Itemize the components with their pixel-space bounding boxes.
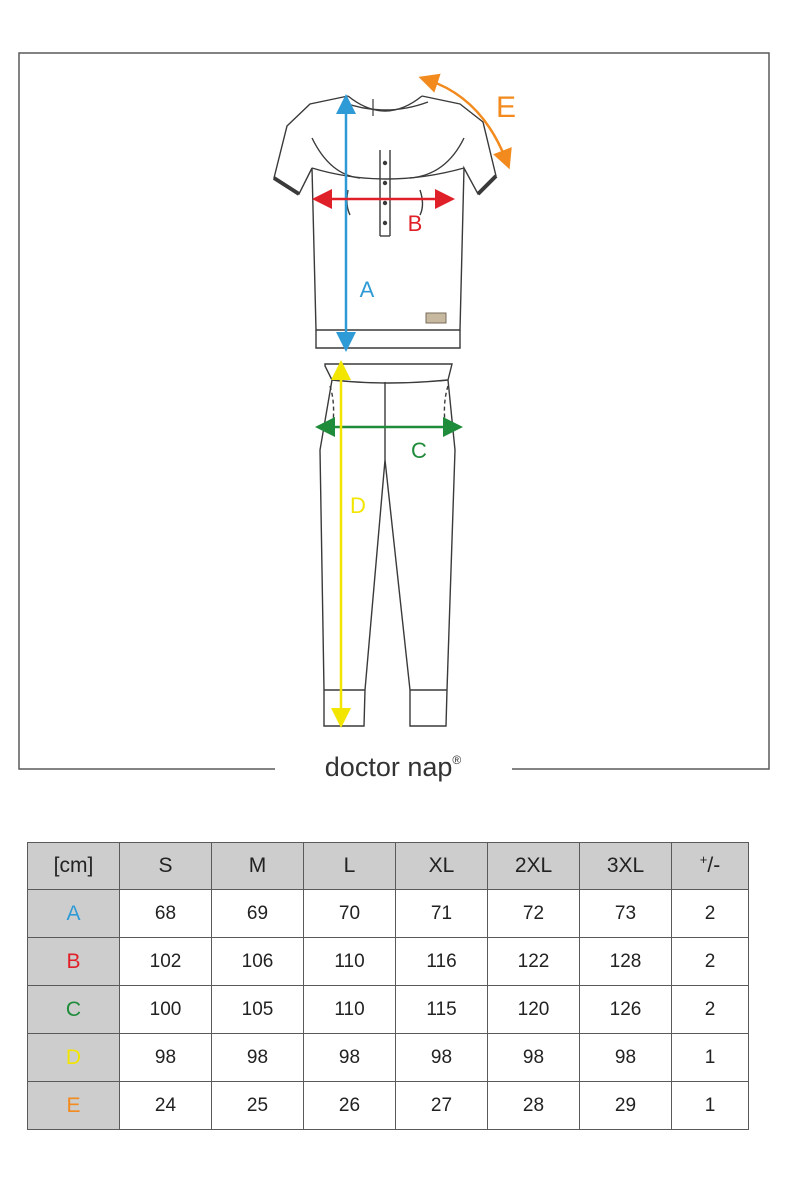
size-table-row: [28, 1034, 749, 1082]
tolerance-header: [672, 843, 749, 890]
size-header: M: [212, 843, 304, 890]
tolerance-value: 2: [672, 938, 749, 986]
size-header: 2XL: [488, 843, 580, 890]
measurement-key: E: [28, 1082, 120, 1130]
brand-mark: ®: [452, 753, 462, 767]
measurement-value: 98: [304, 1034, 396, 1082]
size-table-row: [28, 1082, 749, 1130]
measurement-value: 116: [396, 938, 488, 986]
measurement-value: 69: [212, 890, 304, 938]
measurement-value: 102: [120, 938, 212, 986]
tolerance-rest: /-: [707, 854, 721, 877]
unit-header: [cm]: [28, 843, 120, 890]
tolerance-value: 1: [672, 1082, 749, 1130]
measurement-key: C: [28, 986, 120, 1034]
measurement-value: 27: [396, 1082, 488, 1130]
measurement-value: 126: [580, 986, 672, 1034]
measurement-key: A: [28, 890, 120, 938]
measurement-value: 26: [304, 1082, 396, 1130]
measure-d-label: D: [350, 493, 366, 518]
measurement-value: 70: [304, 890, 396, 938]
measurement-value: 28: [488, 1082, 580, 1130]
tolerance-value: 2: [672, 890, 749, 938]
measurement-value: 24: [120, 1082, 212, 1130]
measure-e-label: E: [495, 91, 517, 124]
measurement-value: 72: [488, 890, 580, 938]
measurement-value: 122: [488, 938, 580, 986]
size-table-header-row: [28, 843, 749, 890]
measure-a-label: A: [359, 277, 375, 302]
size-table-row: [28, 890, 749, 938]
measurement-key: D: [28, 1034, 120, 1082]
measurement-value: 25: [212, 1082, 304, 1130]
size-header: S: [120, 843, 212, 890]
measurement-value: 98: [120, 1034, 212, 1082]
shirt-buttons: [383, 161, 387, 225]
size-table-row: [28, 938, 749, 986]
measurement-value: 110: [304, 938, 396, 986]
tolerance-value: 1: [672, 1034, 749, 1082]
brand-logo: [325, 752, 462, 782]
measurement-key: B: [28, 938, 120, 986]
measurement-value: 73: [580, 890, 672, 938]
diagram-frame: [19, 53, 769, 769]
measurement-value: 98: [396, 1034, 488, 1082]
measurement-value: 98: [212, 1034, 304, 1082]
measurement-value: 98: [488, 1034, 580, 1082]
measurement-value: 115: [396, 986, 488, 1034]
measurement-value: 98: [580, 1034, 672, 1082]
tolerance-value: 2: [672, 986, 749, 1034]
measurement-value: 29: [580, 1082, 672, 1130]
size-header: 3XL: [580, 843, 672, 890]
measurement-value: 110: [304, 986, 396, 1034]
measure-b-label: B: [407, 211, 423, 236]
measure-c-label: C: [411, 438, 427, 463]
measurement-value: 106: [212, 938, 304, 986]
tolerance-plus: +: [699, 852, 708, 867]
size-table-row: [28, 986, 749, 1034]
size-table: [27, 842, 749, 1130]
measurement-value: 128: [580, 938, 672, 986]
measure-e-arrow: [428, 80, 506, 160]
measurement-value: 120: [488, 986, 580, 1034]
measurement-value: 68: [120, 890, 212, 938]
brand-name: doctor nap: [324, 752, 453, 782]
size-header: XL: [396, 843, 488, 890]
measurement-value: 71: [396, 890, 488, 938]
size-header: L: [304, 843, 396, 890]
measurement-value: 105: [212, 986, 304, 1034]
measurement-value: 100: [120, 986, 212, 1034]
shirt-label-patch: [426, 313, 446, 323]
